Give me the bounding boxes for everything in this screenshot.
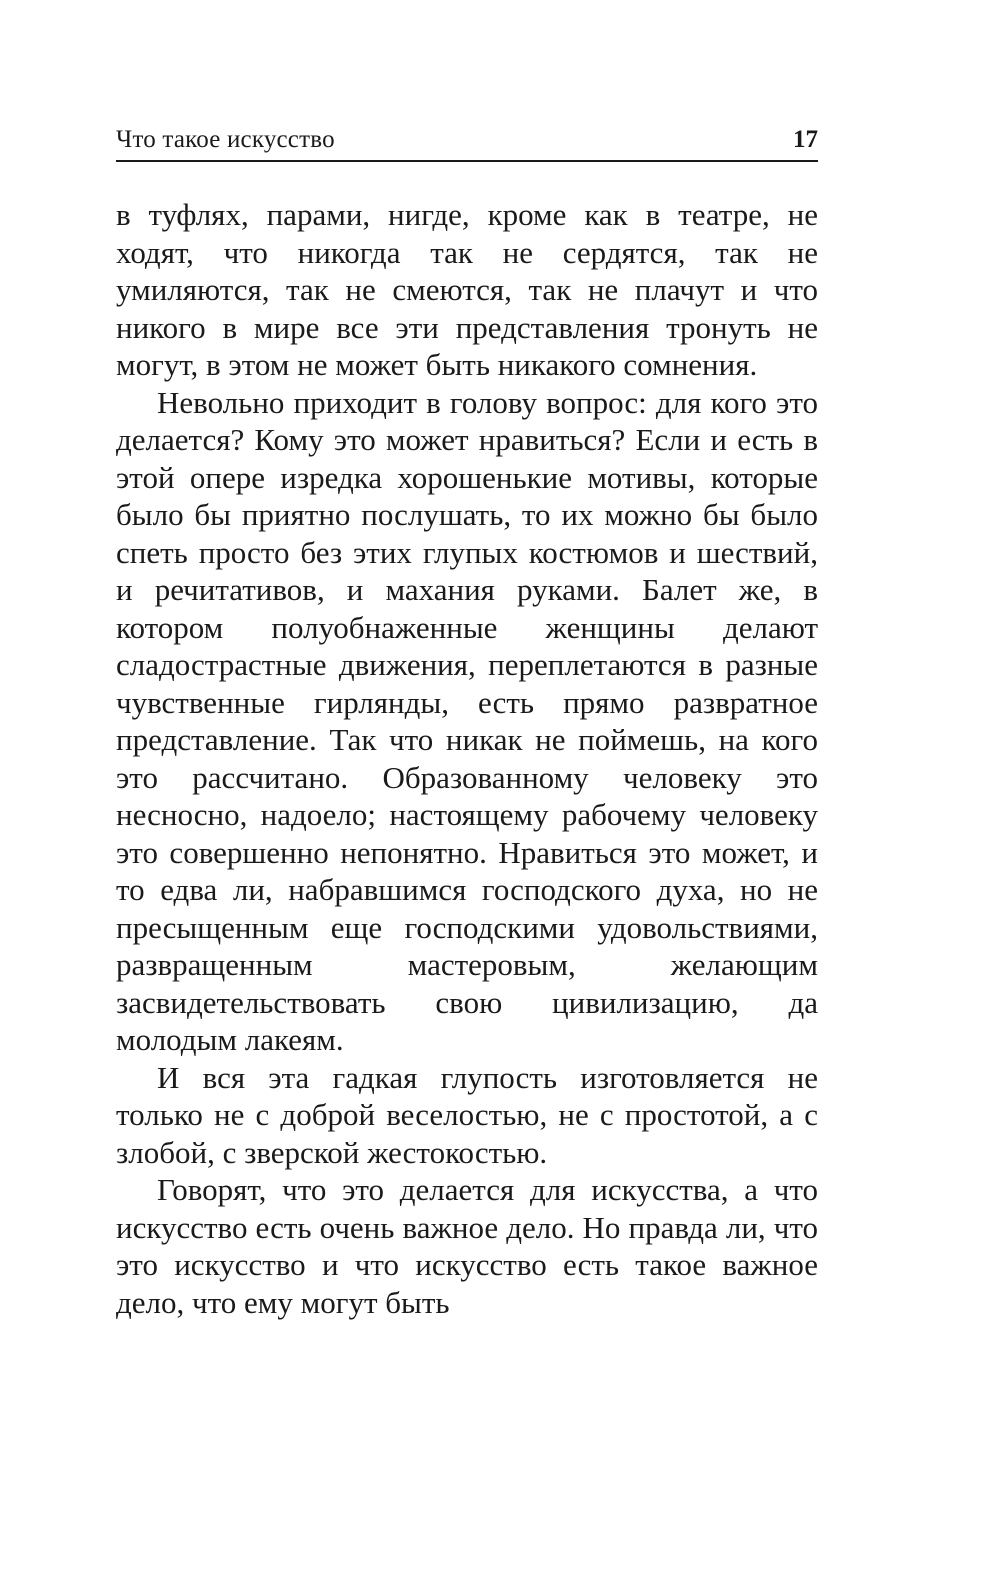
page-number: 17: [793, 126, 818, 153]
paragraph: в туфлях, парами, нигде, кроме как в театре, не ходят, что никогда так не сердятся, так не умиляются, так не смеются, так не плачут и что никого в мире все эти представления тронуть не могут, в этом не может быть никакого сомнения.: [116, 197, 818, 382]
paragraph: И вся эта гадкая глупость изготовляется не только не с доброй веселостью, не с простотой, а с злобой, с зверской жестокостью.: [116, 1059, 818, 1170]
running-header-title: Что такое искусство: [116, 126, 335, 153]
body-text: [116, 196, 818, 1321]
book-page: [116, 0, 818, 1583]
paragraph: Говорят, что это делается для искусства, а что искусство есть очень важное дело. Но правда ли, что это искусство и что искусство есть такое важное дело, что ему могут быть: [116, 1172, 818, 1320]
running-header: [116, 118, 818, 162]
paragraph: Невольно приходит в голову вопрос: для кого это делается? Кому это может нравиться? Если и есть в этой опере изредка хорошенькие мотивы, которые было бы приятно послушать, то их можно бы было спеть просто без этих глупых костюмов и шествий, и речитативов, и махания руками. Балет же, в котором полуобнаженные женщины делают сладострастные движения, переплетаются в разные чувственные гирлянды, есть прямо развратное представление. Так что никак не поймешь, на кого это рассчитано. Образованному человеку это несносно, надоело; настоящему рабочему человеку это совершенно непонятно. Нравиться это может, и то едва ли, набравшимся господского духа, но не пресыщенным еще господскими удовольствиями, развращенным мастеровым, желающим засвидетельствовать свою цивилизацию, да молодым лакеям.: [116, 384, 818, 1057]
